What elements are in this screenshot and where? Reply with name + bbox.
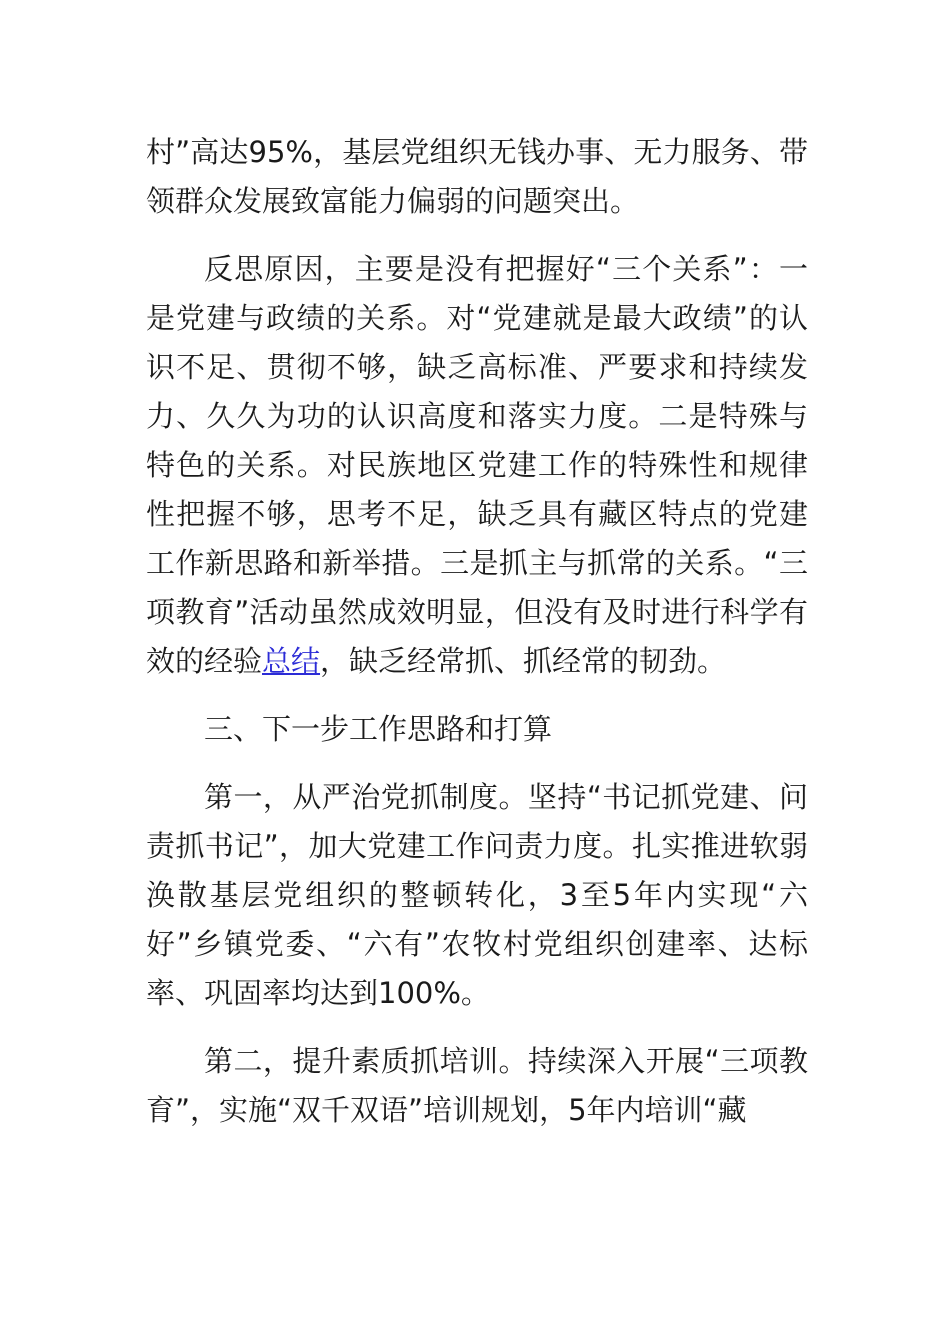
section-heading bbox=[146, 705, 808, 754]
paragraph-second-point bbox=[146, 1037, 808, 1135]
paragraph-2-tail: ，缺乏经常抓、抓经常的韧劲。 bbox=[320, 644, 727, 678]
paragraph-1-text: 村”高达95%，基层党组织无钱办事、无力服务、带领群众发展致富能力偏弱的问题突出。 bbox=[146, 135, 808, 218]
paragraph-reflection bbox=[146, 245, 808, 686]
paragraph-2-text: 反思原因，主要是没有把握好“三个关系”：一是党建与政绩的关系。对“党建就是最大政绩”的认识不足、贯彻不够，缺乏高标准、严要求和持续发力、久久为功的认识高度和落实力度。二是特殊与特色的关系。对民族地区党建工作的特殊性和规律性把握不够，思考不足，缺乏具有藏区特点的党建工作新思路和新举措。三是抓主与抓常的关系。“三项教育”活动虽然成效明显，但没有及时进行科学有效的经验 bbox=[146, 252, 808, 678]
paragraph-continuation bbox=[146, 128, 808, 226]
section-heading-text: 三、下一步工作思路和打算 bbox=[204, 712, 553, 746]
paragraph-4-text: 第一，从严治党抓制度。坚持“书记抓党建、问责抓书记”，加大党建工作问责力度。扎实推进软弱涣散基层党组织的整顿转化，3至5年内实现“六好”乡镇党委、“六有”农牧村党组织创建率、达标率、巩固率均达到100%。 bbox=[146, 780, 808, 1010]
paragraph-5-text: 第二，提升素质抓培训。持续深入开展“三项教育”，实施“双千双语”培训规划，5年内培训“藏 bbox=[146, 1044, 808, 1127]
document-body bbox=[146, 128, 808, 1154]
paragraph-first-point bbox=[146, 773, 808, 1018]
summary-link[interactable]: 总结 bbox=[262, 644, 321, 678]
